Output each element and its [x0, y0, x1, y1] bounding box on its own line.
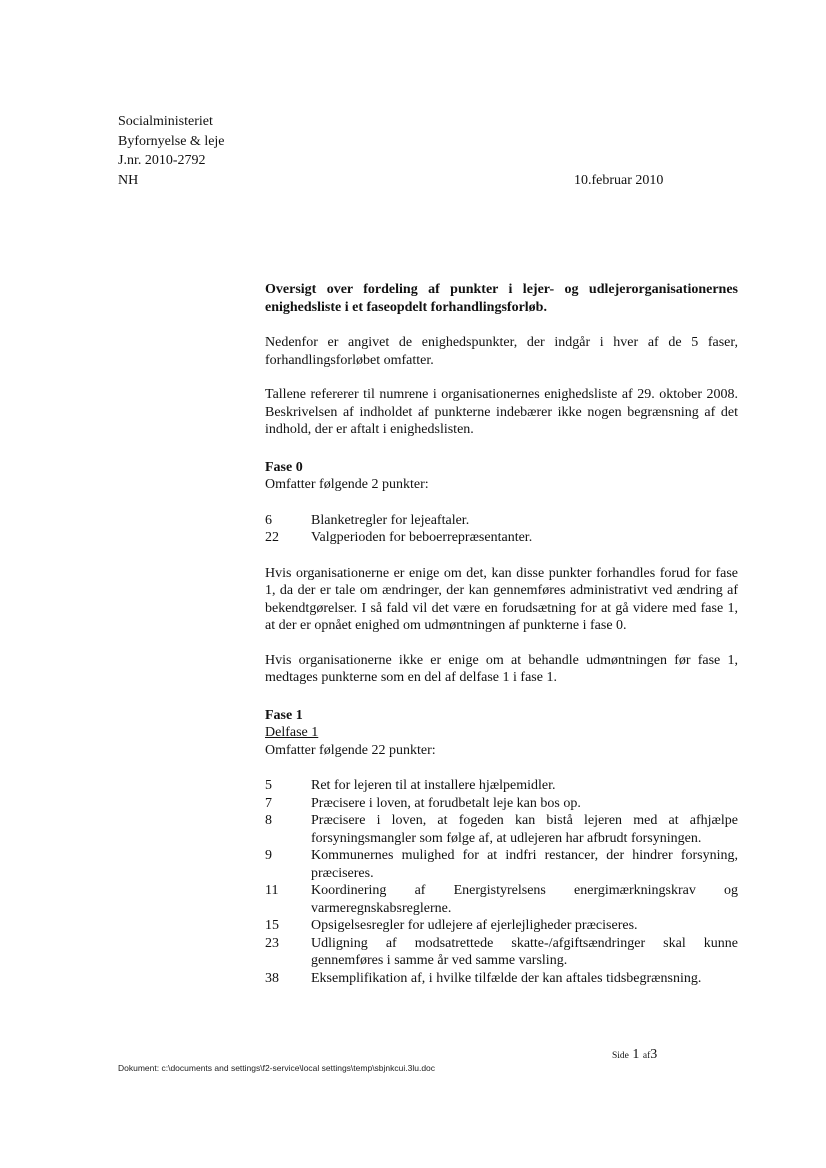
- document-title: Oversigt over fordeling af punkter i lejer- og udlejerorganisationernes enighedsliste i et faseopdelt forhandlingsforløb.: [265, 282, 738, 315]
- sender-block: [118, 112, 225, 190]
- subphase-1-heading: Delfase 1: [265, 725, 319, 740]
- item-text: Præcisere i loven, at fogeden kan bistå lejeren med at afhjælpe forsyningsmangler som følge af, at udlejeren har afbrudt forsyningen.: [311, 813, 738, 846]
- phase-0-summary: Omfatter følgende 2 punkter:: [265, 477, 429, 492]
- item-number: 38: [265, 970, 279, 986]
- sender-initials: NH: [118, 172, 139, 188]
- item-text: Præcisere i loven, at forudbetalt leje kan bos op.: [311, 795, 581, 811]
- item-number: 5: [265, 778, 272, 793]
- list-item: [265, 935, 738, 970]
- item-text: Udligning af modsatrettede skatte-/afgiftsændringer skal kunne gennemføres i samme år ved samme varsling.: [311, 935, 738, 968]
- item-number: 8: [265, 813, 272, 828]
- list-item: [265, 777, 738, 795]
- item-number: 23: [265, 935, 279, 951]
- intro-paragraph: Tallene refererer til numrene i organisationernes enighedsliste af 29. oktober 2008. Beskrivelsen af indholdet af punkterne indebærer ikke nogen begrænsning af det indhold, der er aftalt i enighedslisten.: [265, 387, 738, 437]
- item-text: Kommunernes mulighed for at indfri restancer, der hindrer forsyning, præciseres.: [311, 848, 738, 881]
- item-text: Valgperioden for beboerrepræsentanter.: [311, 530, 533, 545]
- journal-number: J.nr. 2010-2792: [118, 153, 206, 168]
- list-item: [265, 512, 738, 530]
- list-item: [265, 970, 738, 988]
- document-date: 10.februar 2010: [574, 173, 664, 188]
- page-of-label: af: [642, 1051, 651, 1061]
- list-item: [265, 882, 738, 917]
- list-item: [265, 847, 738, 882]
- list-item: [265, 917, 738, 935]
- intro-paragraph: Nedenfor er angivet de enighedspunkter, der indgår i hver af de 5 faser, forhandlingsforløbet omfatter.: [265, 335, 738, 368]
- page-current: 1: [632, 1047, 640, 1062]
- page-total: 3: [650, 1047, 658, 1062]
- phase-1-summary: Omfatter følgende 22 punkter:: [265, 742, 436, 758]
- item-number: 7: [265, 795, 272, 811]
- item-text: Eksemplifikation af, i hvilke tilfælde der kan aftales tidsbegrænsning.: [311, 970, 702, 986]
- item-number: 22: [265, 530, 279, 545]
- item-text: Blanketregler for lejeaftaler.: [311, 512, 470, 528]
- item-text: Ret for lejeren til at installere hjælpemidler.: [311, 778, 556, 793]
- list-item: [265, 812, 738, 847]
- item-text: Opsigelsesregler for udlejere af ejerlejligheder præciseres.: [311, 918, 638, 933]
- page-label: Side: [612, 1051, 629, 1061]
- item-text: Koordinering af Energistyrelsens energimærkningskrav og varmeregnskabsreglerne.: [311, 883, 738, 916]
- phase-1-items: [265, 777, 738, 987]
- item-number: 6: [265, 512, 272, 528]
- document-body: [265, 281, 738, 987]
- list-item: [265, 529, 738, 547]
- sender-ministry: Socialministeriet: [118, 114, 213, 129]
- document-label: Dokument:: [118, 1063, 160, 1073]
- item-number: 15: [265, 918, 279, 933]
- phase-0-paragraph: Hvis organisationerne ikke er enige om at behandle udmøntningen før fase 1, medtages punkterne som en del af delfase 1 i fase 1.: [265, 652, 738, 685]
- phase-0-heading: Fase 0: [265, 459, 303, 475]
- sender-department: Byfornyelse & leje: [118, 133, 225, 149]
- phase-0-items: [265, 512, 738, 547]
- phase-1-heading: Fase 1: [265, 707, 303, 723]
- document-path-footer: [118, 1063, 435, 1073]
- item-number: 9: [265, 848, 272, 863]
- page-number: [612, 1047, 657, 1063]
- document-path: c:\documents and settings\f2-service\local settings\temp\sbjnkcui.3lu.doc: [161, 1063, 436, 1073]
- item-number: 11: [265, 883, 279, 898]
- phase-0-paragraph: Hvis organisationerne er enige om det, kan disse punkter forhandles forud for fase 1, da der er tale om ændringer, der kan gennemføres administrativt ved ændring af bekendtgørelser. I så fald vil det være en forudsætning for at gå videre med fase 1, at der er opnået enighed om udmøntningen af punkterne i fase 0.: [265, 565, 738, 633]
- list-item: [265, 795, 738, 813]
